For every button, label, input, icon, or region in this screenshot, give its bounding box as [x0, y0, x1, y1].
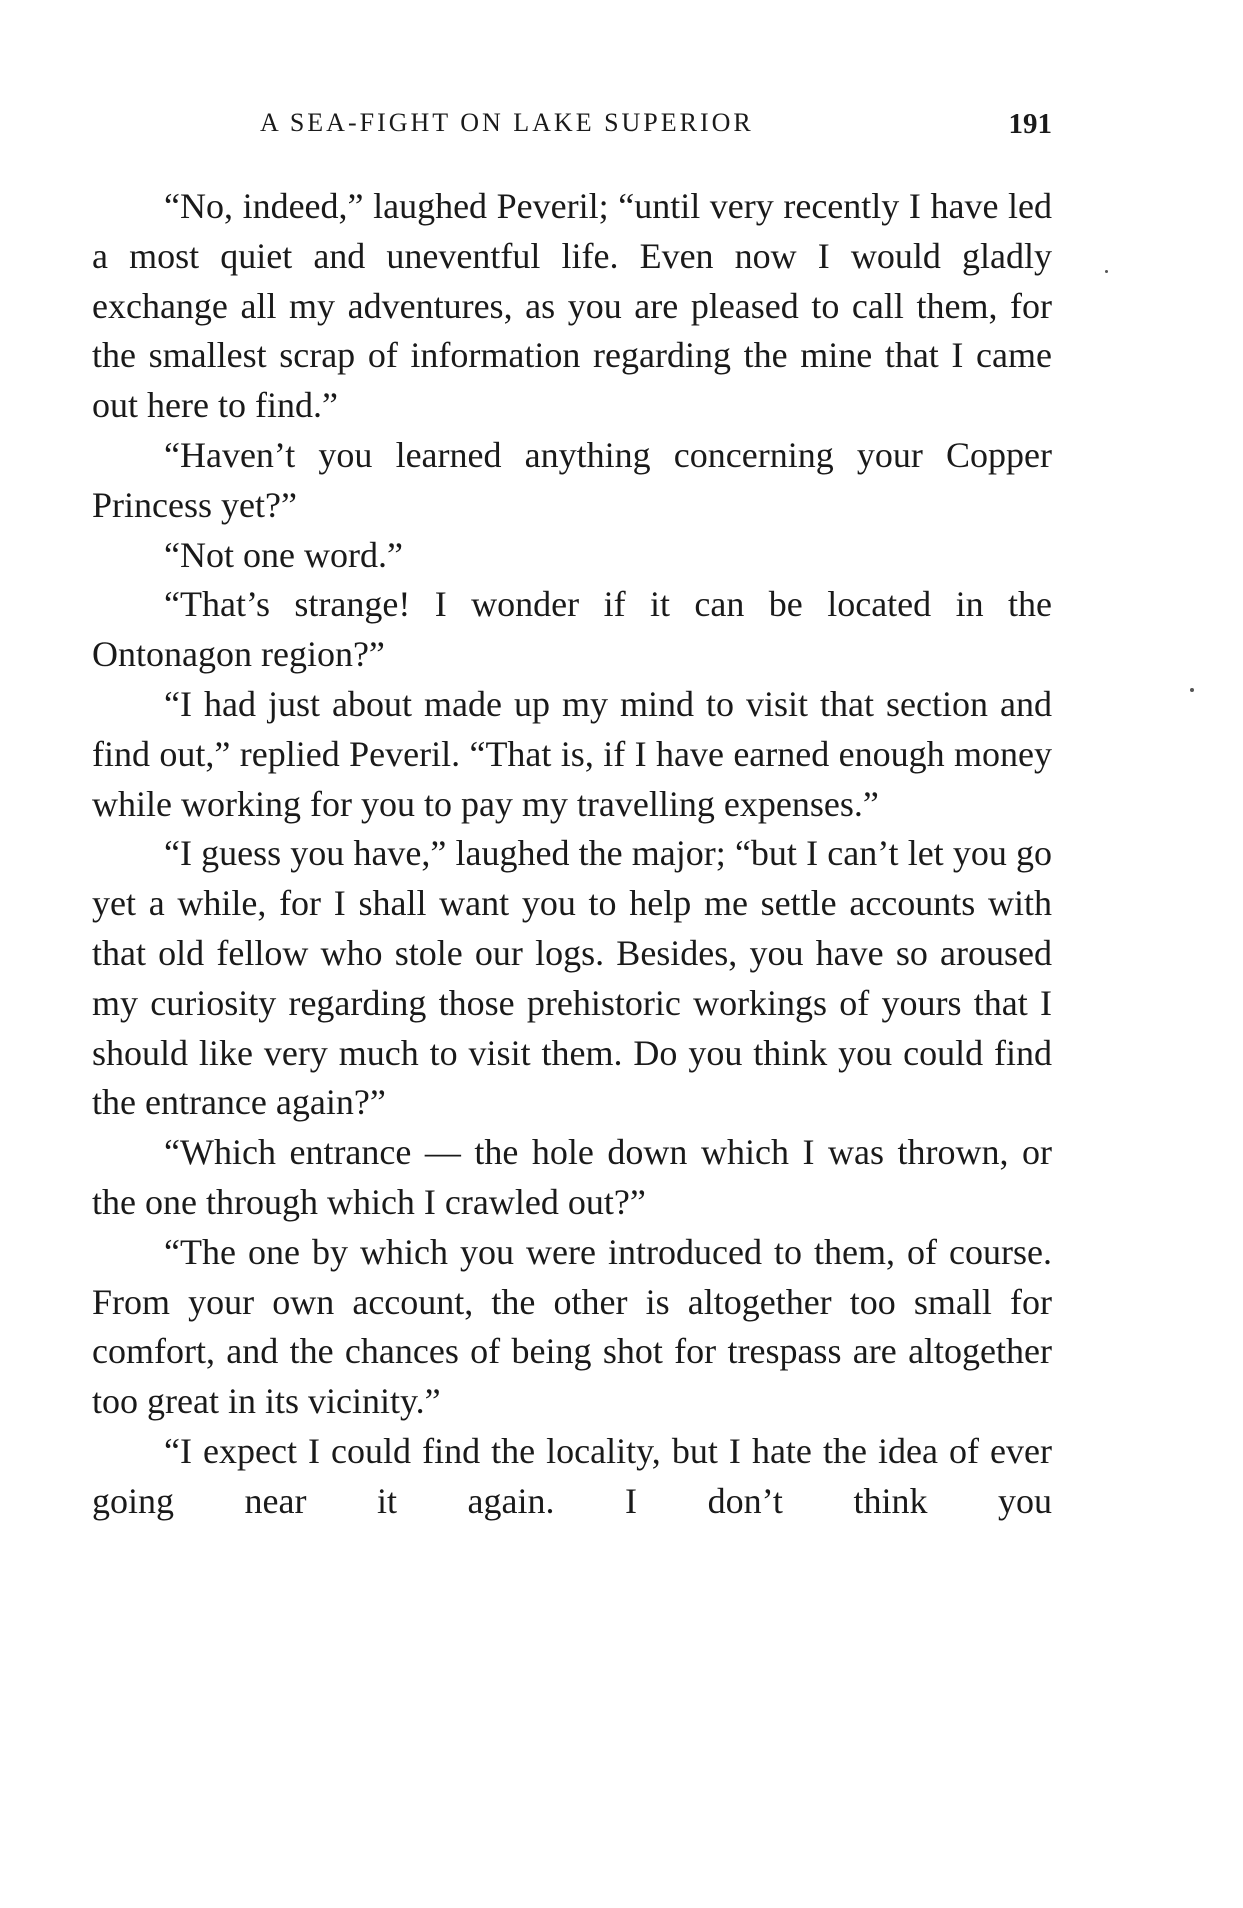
- ink-speck: [1105, 270, 1108, 273]
- paragraph: “The one by which you were introduced to them, of course. From your own account, the other is altogether too small for comfort, and the chances of being shot for trespass are altogether too great in its vicinity.”: [92, 1231, 1052, 1422]
- running-head: [92, 108, 1052, 148]
- running-title: A SEA-FIGHT ON LAKE SUPERIOR: [260, 108, 754, 137]
- paragraph: “No, indeed,” laughed Peveril; “until very recently I have led a most quiet and uneventful life. Even now I would gladly exchange all my adventures, as you are pleased to call them, for the smallest scrap of information regarding the mine that I came out here to find.”: [92, 186, 1052, 426]
- paragraph-last: “I expect I could find the locality, but I hate the idea of ever going near it again. I don’t think you: [92, 1430, 1052, 1521]
- ink-speck: [1190, 688, 1194, 692]
- page-number: 191: [1008, 108, 1052, 140]
- body-text: [92, 182, 1052, 1527]
- paragraph: “I had just about made up my mind to visit that section and find out,” replied Peveril. “That is, if I have earned enough money while working for you to pay my travelling expenses.”: [92, 683, 1052, 824]
- paragraph: “I guess you have,” laughed the major; “but I can’t let you go yet a while, for I shall want you to help me settle accounts with that old fellow who stole our logs. Besides, you have so aroused my curiosity regarding those prehistoric workings of yours that I should like very much to visit them. Do you think you could find the entrance again?”: [92, 833, 1052, 1123]
- paragraph: “Not one word.”: [164, 534, 403, 575]
- paragraph: “That’s strange! I wonder if it can be located in the Ontonagon region?”: [92, 584, 1052, 675]
- paragraph: “Which entrance — the hole down which I was thrown, or the one through which I crawled out?”: [92, 1132, 1052, 1222]
- paragraph: “Haven’t you learned anything concerning your Copper Princess yet?”: [92, 434, 1052, 525]
